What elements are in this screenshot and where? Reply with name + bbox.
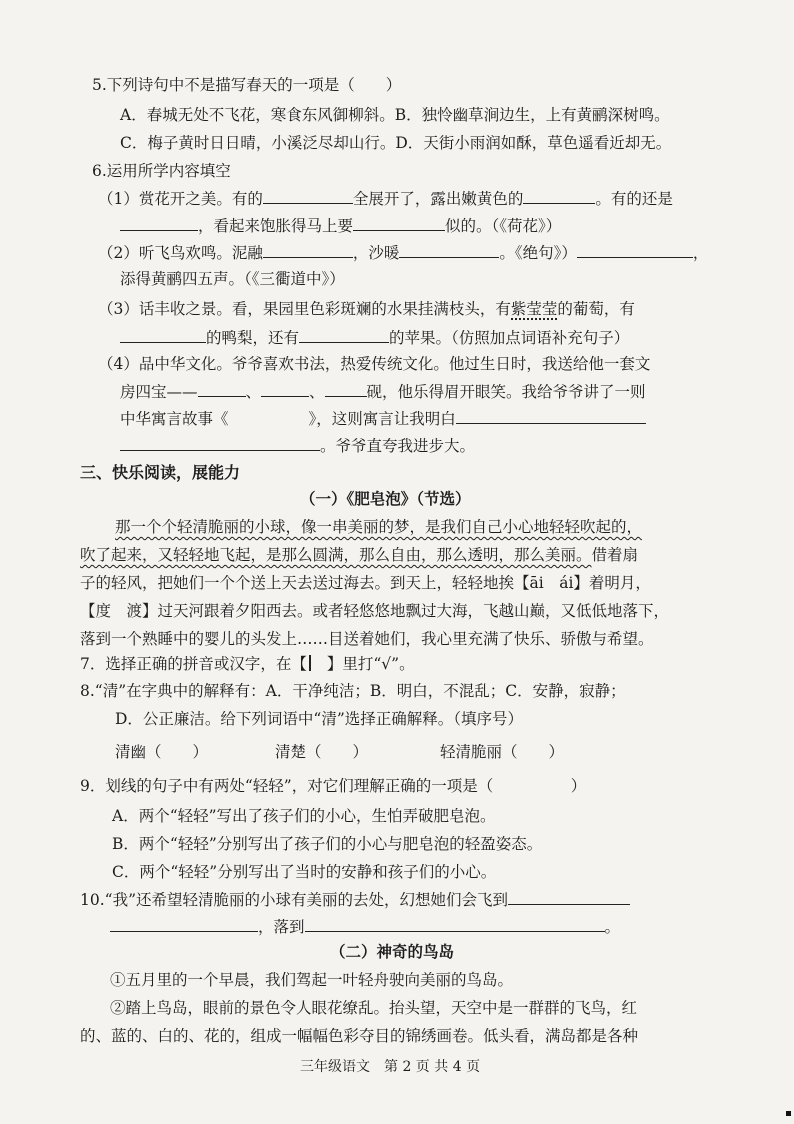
q10-text-c: 。 — [604, 918, 621, 936]
q6-3-blank-2[interactable] — [299, 325, 389, 343]
q6-3-text-a: （3）话丰收之景。看，果园里色彩斑斓的水果挂满枝头，有 — [98, 300, 511, 318]
q5-options-cd: C．梅子黄时日日晴，小溪泛尽却山行。D．天街小雨润如酥，草色遥看近却无。 — [120, 134, 672, 152]
passage-2-title: （二）神奇的鸟岛 — [330, 943, 455, 961]
q10-blank-2[interactable] — [110, 914, 258, 932]
q8-word-2[interactable]: 清楚（ ） — [275, 743, 369, 761]
q6-4-blank-4[interactable] — [456, 406, 646, 424]
q6-3-text-c: 的葡萄，有 — [557, 300, 635, 318]
q6-item-1-line-1 — [98, 186, 673, 209]
q9-option-c[interactable]: C．两个“轻轻”分别写出了当时的安静和孩子们的小心。 — [112, 863, 497, 881]
q6-1-text-a: （1）赏花开之美。有的 — [98, 190, 263, 208]
q10-line-2 — [110, 914, 620, 937]
q6-2-text-c: 。《绝句》） — [499, 244, 577, 262]
q5-title: 5.下列诗句中不是描写春天的一项是（ ） — [92, 76, 402, 94]
passage-1-title: （一）《肥皂泡》（节选） — [300, 490, 471, 508]
passage-2-line-3: 的、蓝的、白的、花的，组成一幅幅色彩夺目的锦绣画卷。低头看，满岛都是各种 — [80, 1027, 639, 1045]
q6-4-blank-5[interactable] — [120, 433, 320, 451]
q6-1-text-b: 全展开了，露出嫩黄色的 — [352, 190, 524, 208]
q6-4-text-e: 砚，他乐得眉开眼笑。我给爷爷讲了一则 — [366, 383, 646, 401]
underlined-sentence-part-2: 吹了起来，又轻轻地飞起，是那么圆满，那么自由，那么透明，那么美丽。 — [80, 546, 592, 564]
passage-1-line-1 — [115, 515, 642, 537]
q6-2-blank-3[interactable] — [577, 240, 693, 258]
q8-word-3[interactable]: 轻清脆丽（ ） — [440, 743, 565, 761]
q6-4-text-h: 。爷爷直夸我进步大。 — [320, 437, 476, 455]
q6-3-dotted-word: 紫莹莹 — [510, 300, 558, 318]
q7 — [80, 652, 415, 674]
q6-title: 6.运用所学内容填空 — [92, 162, 231, 180]
passage-1-line-5-a: 落到一个熟睡中的婴儿的头发上…… — [80, 630, 329, 648]
q6-item-3-line-1 — [98, 297, 635, 319]
q6-3-blank-1[interactable] — [120, 325, 206, 343]
q8-line-2: D．公正廉洁。给下列词语中“清”选择正确解释。（填序号） — [115, 710, 524, 728]
passage-1-line-5 — [80, 627, 654, 649]
q10-line-1 — [80, 887, 630, 910]
q6-item-4-line-2 — [120, 379, 646, 402]
q6-item-4-line-1: （4）品中华文化。爷爷喜欢书法，热爱传统文化。他过生日时，我送给他一套文 — [98, 355, 651, 373]
underlined-sentence-part-1: 那一个个轻清脆丽的小球，像一串美丽的梦，是我们自己小心地轻轻吹起的， — [115, 518, 643, 536]
passage-1-line-4: 【度 渡】过天河跟着夕阳西去。或者轻悠悠地飘过大海，飞越山巅，又低低地落下， — [80, 602, 670, 620]
page-footer: 三年级语文 第 2 页 共 4 页 — [300, 1059, 481, 1075]
q6-2-blank-1[interactable] — [263, 240, 353, 258]
q7-text-a: 7．选择正确的拼音或汉字，在【 — [80, 655, 307, 673]
q6-4-text-f: 中华寓言故事《 — [120, 410, 229, 428]
q6-item-1-line-2 — [120, 213, 561, 236]
q7-cursor-mark — [309, 655, 325, 671]
q6-1-blank-4[interactable] — [353, 213, 445, 231]
q6-4-text-b: 房四宝—— — [120, 383, 198, 401]
q6-4-blank-1[interactable] — [198, 379, 246, 397]
scan-speck — [786, 1111, 791, 1116]
q10-text-b: ，落到 — [258, 918, 305, 936]
q6-1-blank-2[interactable] — [523, 186, 595, 204]
q10-blank-1[interactable] — [508, 887, 630, 905]
q6-item-4-line-3 — [120, 406, 646, 429]
q9-option-b[interactable]: B．两个“轻轻”分别写出了孩子们的小心与肥皂泡的轻盈姿态。 — [112, 835, 543, 853]
passage-1-line-2 — [80, 543, 638, 565]
q8-word-1[interactable]: 清幽（ ） — [115, 743, 209, 761]
q9-title: 9．划线的句子中有两处“轻轻”，对它们理解正确的一项是（ ） — [80, 777, 587, 795]
section-3-title: 三、快乐阅读，展能力 — [80, 463, 241, 482]
q10-text-a: 10.“我”还希望轻清脆丽的小球有美丽的去处，幻想她们会飞到 — [80, 891, 509, 909]
q6-3-text-d: 的鸭梨，还有 — [206, 329, 300, 347]
q9-option-a[interactable]: A．两个“轻轻”写出了孩子们的小心，生怕弄破肥皂泡。 — [112, 807, 496, 825]
q6-4-text-g: 》，这则寓言让我明白 — [308, 410, 456, 428]
q6-1-blank-3[interactable] — [120, 213, 198, 231]
q6-2-text-d: ， — [692, 244, 709, 262]
q6-4-blank-3[interactable] — [325, 379, 367, 397]
passage-2-line-2: ②踏上鸟岛，眼前的景色令人眼花缭乱。抬头望，天空中是一群群的飞鸟，红 — [110, 999, 638, 1017]
q7-text-b: 】里打“√”。 — [326, 655, 415, 673]
q8-line-1: 8.“清”在字典中的解释有：A．干净纯洁；B．明白，不混乱；C．安静，寂静； — [80, 682, 626, 700]
q6-1-text-c: 。有的还是 — [595, 190, 673, 208]
passage-1-line-5-b: 目送着她们，我心里充满了快乐、骄傲与希望。 — [328, 630, 654, 648]
q6-item-2-line-2: 添得黄鹂四五声。（《三衢道中》） — [120, 270, 345, 288]
q6-item-4-line-4 — [120, 433, 475, 456]
q6-1-text-d: ，看起来饱胀得马上要 — [198, 217, 354, 235]
q6-1-text-e: 似的。（《荷花》） — [445, 217, 562, 235]
passage-2-line-1: ①五月里的一个早晨，我们驾起一叶轻舟驶向美丽的鸟岛。 — [110, 971, 514, 989]
q6-4-sep-1: 、 — [245, 383, 262, 401]
q5-options-ab: A．春城无处不飞花，寒食东风御柳斜。B．独怜幽草涧边生，上有黄鹂深树鸣。 — [120, 106, 670, 124]
q6-3-text-e: 的苹果。（仿照加点词语补充句子） — [389, 329, 630, 347]
q6-2-blank-2[interactable] — [399, 240, 499, 258]
q6-4-sep-2: 、 — [309, 383, 325, 401]
q6-2-text-a: （2）听飞鸟欢鸣。泥融 — [98, 244, 263, 262]
q6-item-3-line-2 — [120, 325, 629, 348]
q10-blank-3[interactable] — [305, 914, 605, 932]
passage-1-line-2-tail: 借着扇 — [591, 546, 639, 564]
q6-4-blank-2[interactable] — [261, 379, 309, 397]
q6-item-2-line-1 — [98, 240, 708, 263]
q6-2-text-b: ，沙暖 — [352, 244, 400, 262]
passage-1-line-3: 子的轻风，把她们一个个送上天去送过海去。到天上，轻轻地挨【āi ái】着明月， — [80, 574, 651, 592]
q6-1-blank-1[interactable] — [263, 186, 353, 204]
